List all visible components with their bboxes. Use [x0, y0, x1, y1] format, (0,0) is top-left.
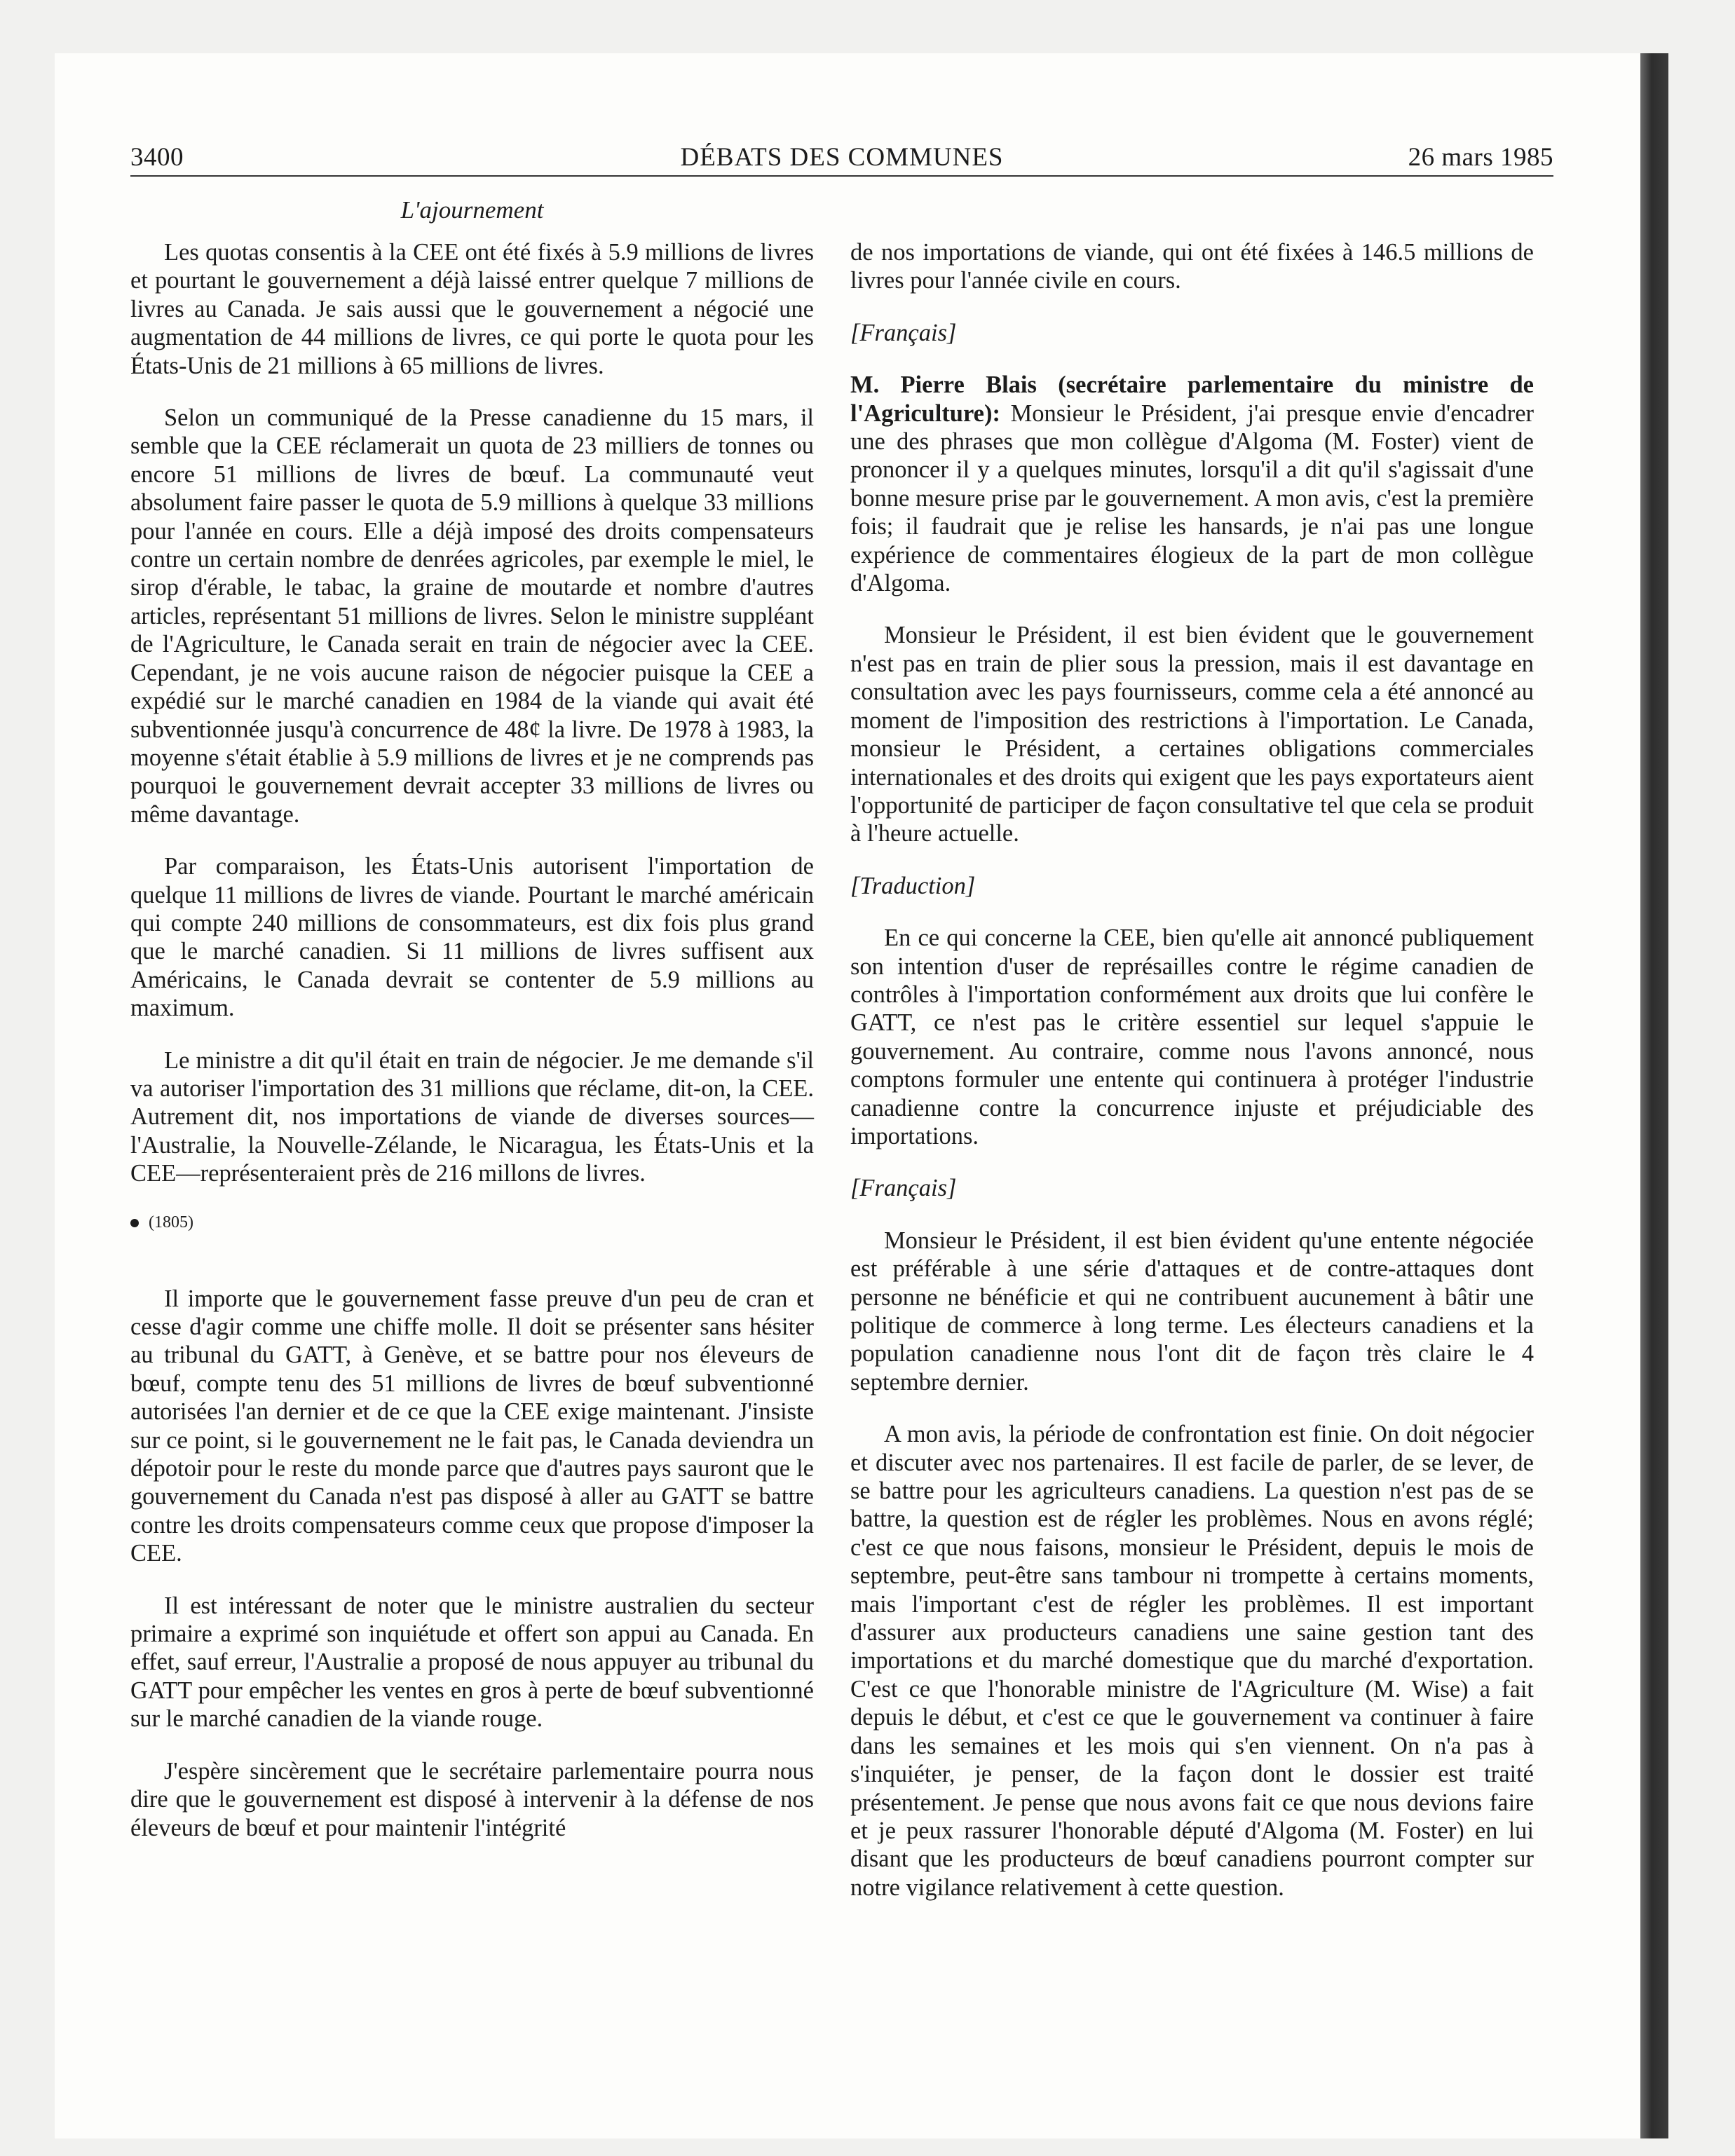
language-tag: [Traduction] — [850, 872, 976, 899]
language-tag: [Français] — [850, 319, 957, 346]
page-header — [130, 142, 1553, 176]
right-column — [850, 238, 1534, 1925]
speaker-paragraph — [850, 371, 1534, 597]
language-tag: [Français] — [850, 1175, 957, 1202]
left-column — [130, 238, 814, 1866]
paragraph: A mon avis, la période de confrontation est finie. On doit négocier et discuter avec nos partenaires. Il est facile de parler, de se lever, de se battre pour les agriculteurs canadiens. La question n'est pas de se battre, la question est de régler les problèmes. Nous en avons réglé; c'est ce que nous faisons, monsieur le Président, depuis le mois de septembre, peut-être sans tambour ni trompette à certains moments, mais l'important c'est de régler les problèmes. Il est important d'assurer aux producteurs canadiens une saine gestion tant des importations et du marché domestique que du marché d'exportation. C'est ce que l'honorable ministre de l'Agriculture (M. Wise) a fait depuis le début, et c'est ce que le gouvernement va continuer à faire dans les semaines et les mois qui s'en viennent. On n'a pas à s'inquiéter, je penser, de la façon dont le dossier est traité présentement. Je pense que nous avons fait ce que nous devions faire et je peux rassurer l'honorable député d'Algoma (M. Foster) en lui disant que les producteurs de bœuf canadiens pourront compter sur notre vigilance relativement à cette question. — [850, 1421, 1534, 1901]
paragraph: Par comparaison, les États-Unis autorisent l'importation de quelque 11 millions de livres de viande. Pourtant le marché américain qui compte 240 millions de consommateurs, est dix fois plus grand que le marché canadien. Si 11 millions de livres suffisent aux Américains, le Canada devrait se contenter de 5.9 millions au maximum. — [130, 853, 814, 1022]
header-rule — [130, 175, 1553, 177]
time-marker — [130, 1212, 814, 1233]
paragraph: Monsieur le Président, il est bien évident qu'une entente négociée est préférable à une série d'attaques et de contre-attaques dont personne ne bénéficie et qui ne contribuent aucunement à bâtir une politique de commerce à long terme. Les électeurs canadiens et la population canadienne nous l'ont dit de façon très claire le 4 septembre dernier. — [850, 1227, 1534, 1396]
issue-date: 26 mars 1985 — [1408, 143, 1553, 172]
paragraph: En ce qui concerne la CEE, bien qu'elle ait annoncé publiquement son intention d'user de représailles contre le régime canadien de contrôles à l'importation conformément aux droits que lui confère le GATT, ce n'est pas le critère essentiel sur lequel s'appuie le gouvernement. Au contraire, comme nous l'avons annoncé, nous comptons formuler une entente qui continuera à protéger l'industrie canadienne contre la concurrence injuste et préjudiciable des importations. — [850, 925, 1534, 1149]
paragraph: J'espère sincèrement que le secrétaire parlementaire pourra nous dire que le gouvernement est disposé à intervenir à la défense de nos éleveurs de bœuf et pour maintenir l'intégrité — [130, 1757, 814, 1841]
time-marker-text: (1805) — [149, 1213, 193, 1231]
paragraph: Selon un communiqué de la Presse canadienne du 15 mars, il semble que la CEE réclamerait un quota de 23 milliers de tonnes ou encore 51 millions de livres de bœuf. La communauté veut absolument faire passer le quota de 5.9 millions à quelque 33 millions pour l'année en cours. Elle a déjà imposé des droits compensateurs contre un certain nombre de denrées agricoles, par exemple le miel, le sirop d'érable, le tabac, la graine de moutarde et nombre d'autres articles, représentant 51 millions de livres. Selon le ministre suppléant de l'Agriculture, le Canada serait en train de négocier avec la CEE. Cependant, je ne vois aucune raison de négocier puisque la CEE a expédié sur le marché canadien en 1984 de la viande qui avait été subventionnée jusqu'à concurrence de 48¢ la livre. De 1978 à 1983, la moyenne s'était établie à 5.9 millions de livres et je ne comprends pas pourquoi le gouvernement devrait accepter 33 millions de livres ou même davantage. — [130, 404, 814, 828]
section-title: L'ajournement — [400, 196, 544, 224]
bullet-dot-icon — [130, 1219, 139, 1227]
speaker-name: M. Pierre Blais (secrétaire parlementaire du ministre de l'Agriculture): — [850, 371, 1534, 427]
publication-title: DÉBATS DES COMMUNES — [680, 143, 1004, 172]
paragraph: Le ministre a dit qu'il était en train de négocier. Je me demande s'il va autoriser l'importation des 31 millions que réclame, dit-on, la CEE. Autrement dit, nos importations de viande de diverses sources—l'Australie, la Nouvelle-Zélande, le Nicaragua, les États-Unis et la CEE—représenteraient près de 216 millons de livres. — [130, 1046, 814, 1187]
paragraph: Il importe que le gouvernement fasse preuve d'un peu de cran et cesse d'agir comme une chiffe molle. Il doit se présenter sans hésiter au tribunal du GATT, à Genève, et se battre pour nos éleveurs de bœuf, compte tenu des 51 millions de livres de bœuf subventionné autorisées l'an dernier et de ce que la CEE exige maintenant. J'insiste sur ce point, si le gouvernement ne le fait pas, le Canada deviendra un dépotoir pour le reste du monde parce que d'autres pays sauront que le gouvernement du Canada n'est pas disposé à aller au GATT se battre contre les droits compensateurs comme ceux que propose d'imposer la CEE. — [130, 1285, 814, 1567]
paragraph-continuation: de nos importations de viande, qui ont été fixées à 146.5 millions de livres pour l'année civile en cours. — [850, 239, 1534, 294]
speech-text: Monsieur le Président, j'ai presque envie d'encadrer une des phrases que mon collègue d'Algoma (M. Foster) vient de prononcer il y a quelques minutes, lorsqu'il a dit qu'il s'agissait d'une bonne mesure prise par le gouvernement. A mon avis, c'est la première fois; il faudrait que je relise les hansards, je n'ai pas une longue expérience de commentaires élogieux de la part de mon collègue d'Algoma. — [850, 400, 1535, 597]
paragraph: Monsieur le Président, il est bien évident que le gouvernement n'est pas en train de plier sous la pression, mais il est davantage en consultation avec les pays fournisseurs, comme cela a été annoncé au moment de l'imposition des restrictions à l'importation. Le Canada, monsieur le Président, a certaines obligations commerciales internationales et des droits qui exigent que les pays exportateurs aient l'opportunité de participer de façon consultative tel que cela se produit à l'heure actuelle. — [850, 622, 1534, 847]
page-number: 3400 — [130, 143, 184, 172]
paragraph: Les quotas consentis à la CEE ont été fixés à 5.9 millions de livres et pourtant le gouvernement a déjà laissé entrer quelque 7 millions de livres au Canada. Je sais aussi que le gouvernement a négocié une augmentation de 44 millions de livres, ce qui porte le quota pour les États-Unis de 21 millions à 65 millions de livres. — [130, 239, 814, 379]
scan-edge-shadow — [1640, 53, 1668, 2138]
paragraph: Il est intéressant de noter que le ministre australien du secteur primaire a exprimé son inquiétude et offert son appui au Canada. En effet, sauf erreur, l'Australie a proposé de nous appuyer au tribunal du GATT pour empêcher les ventes en gros à perte de bœuf subventionné sur le marché canadien de la viande rouge. — [130, 1592, 814, 1733]
